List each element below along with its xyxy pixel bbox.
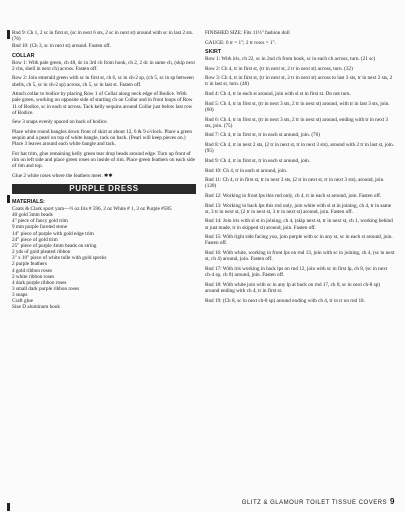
skirt-row: Row 3: Ch 4, tr in first st, (tr in next st, 2 tr in next st) across to last 3 sts, tr in next 2 sts, 2 tr in last st, turn. (48): [205, 75, 393, 88]
hat-trim: For hat trim, glue remaining kelly green tear drop beads around edge. Turn up front of rim on left side and place green roses on inside of rim. Place green feathers on each side of rim and top.: [12, 151, 195, 170]
skirt-row: Rnd 13: Working in back lps this rnd only, join white with sl st in joining, ch 4, tr in same st, 3 tr in next st, (2 tr in next st, 3 tr in next st) around, join. Fasten off.: [205, 202, 392, 215]
skirt-row: Rnd 5: Ch 4, tr in first st, (tr in next 3 sts, 2 tr in next st) around, with tr in last 3 sts, join. (60): [205, 100, 390, 113]
page-number: 9: [390, 497, 395, 506]
material-item: 2 purple feathers: [12, 261, 47, 268]
material-item: 2 white ribbon roses: [12, 273, 55, 280]
page-footer: [242, 497, 395, 506]
skirt-row: Rnd 7: Ch 4, tr in first st, tr in each st around, join. (76): [205, 132, 320, 139]
skirt-row: Row 1: With iris, ch 22, sc in 2nd ch from hook, sc in each ch across, turn. (21 sc): [205, 55, 376, 62]
left-column: [12, 30, 196, 311]
margin-bar-bottom: [7, 503, 10, 511]
skirt-row: Rnd 16: With white, working in front lps on rnd 13, join with sc in joining, ch 4, (sc in next st, ch 4) around, join. Fasten off.: [205, 250, 395, 263]
collar-row-1: Row 1: With pale green, ch 48, dc in 3rd ch from hook, ch 2, 2 dc in same ch, (skip next 2 chs, shell in next ch) across. Fasten off.: [12, 59, 195, 72]
glue-roses: Glue 2 white roses where the feathers meet. ✱✱: [12, 172, 113, 179]
skirt-row: Rnd 6: Ch 4, tr in first st, (tr in next 3 sts, 2 tr in next st) around, ending with tr in next 3 sts, join. (75): [205, 116, 388, 129]
attach-collar: Attach collar to bodice by placing Row 1 of Collar along neck edge of Bodice. With pale green, working on opposite side of starting ch on Collar and in front loops of Row 11 of Bodice, sc in each st across. Tack kelly sequins around Collar just below last row of Bodice.: [12, 91, 193, 116]
place-bangles: Place white round bangles down front of skirt at about 12, 6 & 9 o'clock. Place a green sequin and a pearl on top of white bangle, tack on back. (Pearl will keep pieces on.) Place 3 leaves around each white bangle and tack.: [12, 129, 192, 148]
section-title-purple-dress: PURPLE DRESS: [12, 184, 196, 194]
material-item: 14" piece of purple with gold edge trim: [12, 230, 94, 237]
material-item: Craft glue: [12, 298, 33, 305]
material-item: 24" piece of gold trim: [12, 236, 58, 243]
skirt-row: Rnd 11: Ch 4, tr in first st, tr in next 3 sts, (2 tr in next st, tr in next 3 sts), around, join. (120): [205, 177, 385, 190]
skirt-row: Rnd 19: (Ch 8, sc in next ch-8 sp) around ending with ch 4, tr in tr on rnd 18.: [205, 297, 365, 304]
material-item: 25" piece of purple 4mm beads on string: [12, 242, 97, 249]
material-item: 40 gold 3mm beads: [12, 212, 53, 219]
collar-heading: COLLAR: [12, 52, 35, 59]
skirt-row: Rnd 12: Working in front lps this rnd only, ch 4, tr in each st around, join. Fasten off.: [205, 192, 382, 199]
materials-list: [12, 206, 196, 311]
material-item: Coats & Clark sport yarn—½ oz Iris # 596, 2 oz White # 1, 3 oz Purple #585: [12, 205, 172, 212]
material-item: 4" piece of fancy gold trim: [12, 218, 68, 225]
skirt-row: Rnd 15: With right side facing you, join purple with sc in any st, sc in each st around, join. Fasten off.: [205, 234, 393, 247]
skirt-row: Rnd 4: Ch 4, tr in each st around, join with sl st in first st. Do not turn.: [205, 91, 351, 98]
material-item: Size D aluminum hook: [12, 304, 60, 311]
skirt-row: Rnd 14: Join iris with sl st in joining, ch 4, (skip next st, tr in next st, ch 1, working behind st just made, tr in skipped st) around, join. Fasten off.: [205, 218, 393, 231]
finished-size: FINISHED SIZE: Fits 11½" fashion doll: [205, 30, 290, 36]
right-column: [205, 30, 395, 307]
margin-bar-top: [7, 30, 10, 39]
skirt-row: Row 2: Ch 4, tr in first st, (tr in next st, 2 tr in next st) across, turn. (32): [205, 65, 353, 72]
skirt-heading: SKIRT: [205, 49, 222, 56]
footer-title: GLITZ & GLAMOUR TOILET TISSUE COVERS: [241, 500, 388, 506]
skirt-row: Rnd 10: Ch 4, tr in each st around, join.: [205, 167, 288, 174]
material-item: 3 snaps: [12, 292, 28, 299]
material-item: 2 yds of gold pleated ribbon: [12, 249, 71, 256]
material-item: 9 mm purple faceted stone: [12, 224, 68, 231]
skirt-row: Rnd 9: Ch 4, tr in first st, tr in each st around, join.: [205, 157, 311, 164]
material-item: 4 dark purple ribbon roses: [12, 279, 67, 286]
material-item: 3 small dark purple ribbon roses: [12, 285, 79, 292]
materials-heading: MATERIALS:: [12, 199, 45, 206]
material-item: 3" x 10" piece of white tulle with gold specks: [12, 255, 107, 262]
material-item: 4 gold ribbon roses: [12, 267, 52, 274]
sew-snaps: Sew 3 snaps evenly spaced on back of bodice.: [12, 119, 108, 126]
margin-bar-middle: [7, 195, 10, 203]
skirt-row: Rnd 17: With iris working in back lps on rnd 12, join with sc in first lp, ch 8, (sc in next ch-4 sp, ch 8) around, join. Fasten off.: [205, 265, 388, 279]
gauge: GAUGE: 6 tr = 1"; 2 tr rows = 1".: [205, 39, 276, 46]
skirt-row: Rnd 8: Ch 4, tr in next 2 sts, (2 tr in next st, tr in next 3 sts), around with 2 tr in last st, join. (95): [205, 142, 395, 155]
skirt-row: Rnd 18: With white join with sc in any lp at back on rnd 17, ch 8, sc in next ch-8 sp) around ending with ch 4, tr in first st.: [205, 281, 381, 294]
rnd-10: Rnd 10: (Ch 3, sc in next st) around. Fasten off.: [12, 43, 111, 50]
rnd-9: Rnd 9: Ch 1, 2 sc in first st, (sc in next 6 sts, 2 sc in next st) around with sc in last 2 sts. (76): [12, 30, 194, 43]
collar-row-2: Row 2: Join emerald green with sc in first st, ch 6, sc in ch-2 sp, (ch 5, sc in sp between shells, ch 5, sc in ch-2 sp) across, ch 5, sc in last st. Fasten off.: [12, 75, 194, 88]
